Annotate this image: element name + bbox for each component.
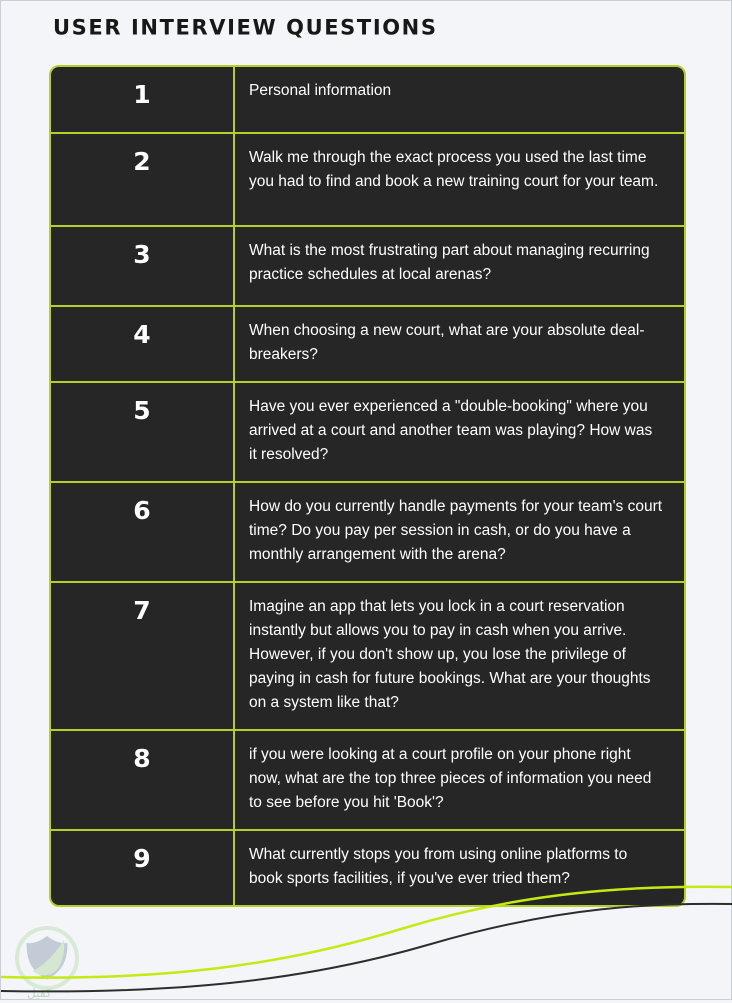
- row-number: 7: [133, 596, 151, 625]
- row-question: if you were looking at a court profile on your phone right now, what are the top three pieces of information you need to see before you hit 'Book'?: [233, 731, 684, 829]
- table-row: [51, 305, 684, 381]
- table-row: [51, 225, 684, 305]
- shield-icon: [27, 936, 68, 980]
- row-number: 5: [133, 396, 151, 425]
- row-question: Personal information: [233, 67, 684, 132]
- table-row: [51, 381, 684, 481]
- row-number: 4: [133, 320, 151, 349]
- table-row: [51, 829, 684, 905]
- row-question: Walk me through the exact process you used the last time you had to find and book a new training court for your team.: [233, 134, 684, 225]
- table-row: [51, 132, 684, 225]
- row-number: 6: [133, 496, 151, 525]
- brand-text: كفيل: [27, 986, 52, 1000]
- wave-dark-line: [1, 904, 732, 992]
- row-number: 1: [133, 80, 151, 109]
- table-row: [51, 67, 684, 132]
- row-number: 3: [133, 240, 151, 269]
- row-question: What is the most frustrating part about managing recurring practice schedules at local arenas?: [233, 227, 684, 305]
- row-question: How do you currently handle payments for your team's court time? Do you pay per session in cash, or do you have a monthly arrangement with the arena?: [233, 483, 684, 581]
- row-number: 8: [133, 744, 151, 773]
- row-question: Have you ever experienced a "double-booking" where you arrived at a court and another team was playing? How was it resolved?: [233, 383, 684, 481]
- page-title: USER INTERVIEW QUESTIONS: [53, 15, 438, 40]
- table-row: [51, 581, 684, 729]
- table-row: [51, 729, 684, 829]
- row-question: Imagine an app that lets you lock in a court reservation instantly but allows you to pay in cash when you arrive. However, if you don't show up, you lose the privilege of paying in cash for future bookings. What are your thoughts on a system like that?: [233, 583, 684, 729]
- watermark-logo: [5, 921, 109, 1003]
- leaf-icon: [33, 940, 65, 975]
- questions-table: [49, 65, 686, 907]
- row-question: What currently stops you from using online platforms to book sports facilities, if you've ever tried them?: [233, 831, 684, 905]
- row-number: 9: [133, 844, 151, 873]
- row-question: When choosing a new court, what are your absolute deal-breakers?: [233, 307, 684, 381]
- logo-ring-icon: [17, 928, 77, 988]
- table-row: [51, 481, 684, 581]
- row-number: 2: [133, 147, 151, 176]
